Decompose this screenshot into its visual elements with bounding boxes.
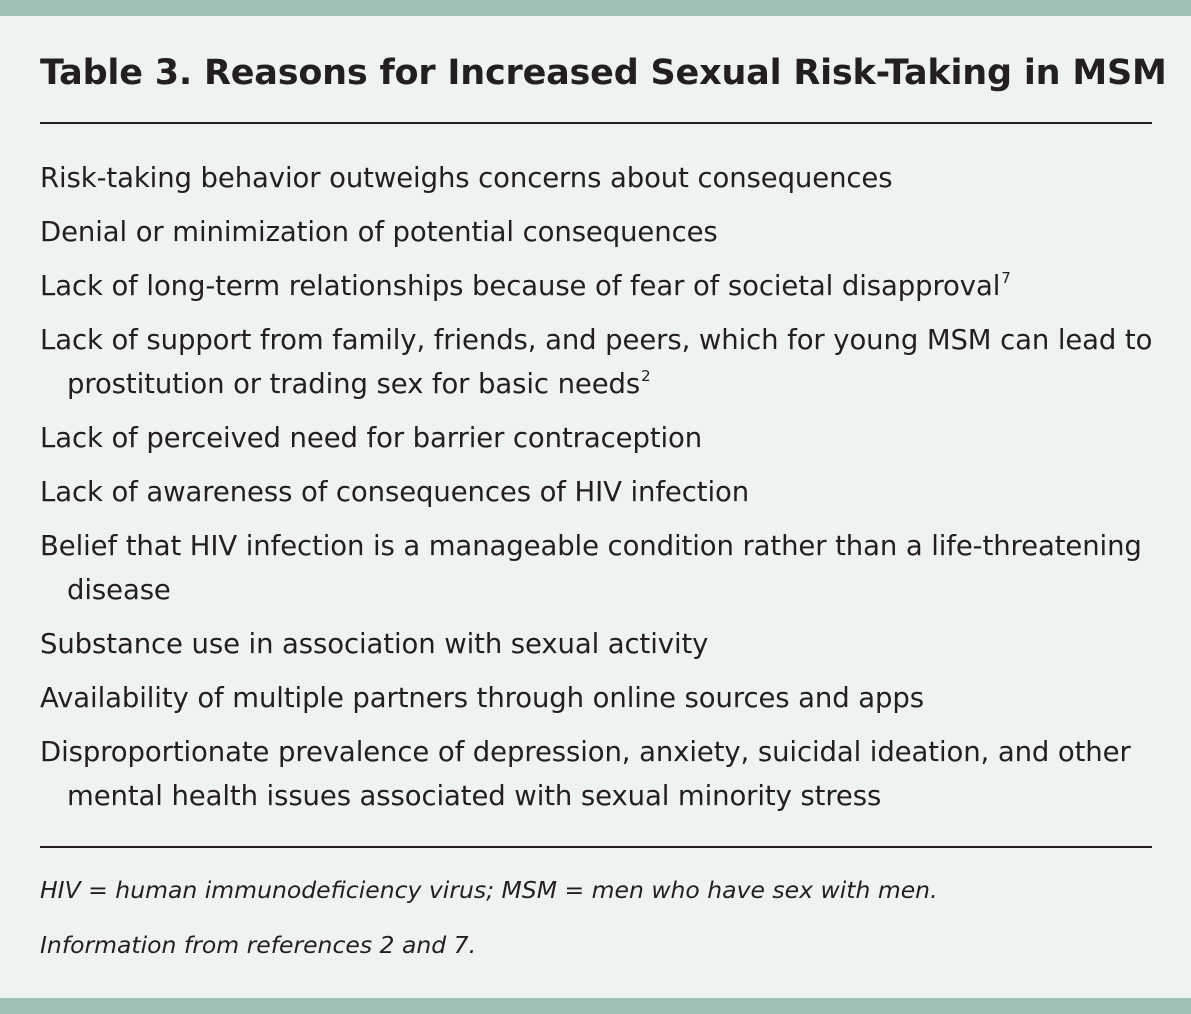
abbreviations-footnote: HIV = human immunodeficiency virus; MSM = men who have sex with men. xyxy=(40,876,938,904)
reference-superscript: 2 xyxy=(641,367,651,385)
list-item xyxy=(40,318,1160,406)
list-item xyxy=(40,622,1160,666)
item-text: Disproportionate prevalence of depression, anxiety, suicidal ideation, and other mental health issues associated with sexual minority stress xyxy=(40,736,1131,812)
table-title: Table 3. Reasons for Increased Sexual Risk-Taking in MSM xyxy=(40,53,1167,93)
list-item xyxy=(40,210,1160,254)
item-text: Lack of perceived need for barrier contraception xyxy=(40,422,703,454)
title-divider xyxy=(40,122,1152,124)
top-band xyxy=(0,0,1191,16)
list-item xyxy=(40,524,1160,612)
item-text: Availability of multiple partners through online sources and apps xyxy=(40,682,924,714)
reference-superscript: 7 xyxy=(1001,269,1011,287)
item-text: Denial or minimization of potential consequences xyxy=(40,216,718,248)
footer-divider xyxy=(40,846,1152,848)
item-text: Lack of support from family, friends, and peers, which for young MSM can lead to prostitution or trading sex for basic needs xyxy=(40,324,1153,400)
source-footnote: Information from references 2 and 7. xyxy=(40,931,477,959)
list-item xyxy=(40,156,1160,200)
item-text: Belief that HIV infection is a manageable condition rather than a life-threatening disease xyxy=(40,530,1142,606)
item-text: Lack of awareness of consequences of HIV infection xyxy=(40,476,750,508)
list-item xyxy=(40,416,1160,460)
item-text: Substance use in association with sexual activity xyxy=(40,628,709,660)
list-item xyxy=(40,264,1160,308)
reasons-list xyxy=(40,156,1160,828)
list-item xyxy=(40,676,1160,720)
item-text: Risk-taking behavior outweighs concerns about consequences xyxy=(40,162,893,194)
list-item xyxy=(40,730,1160,818)
bottom-band xyxy=(0,998,1191,1014)
list-item xyxy=(40,470,1160,514)
item-text: Lack of long-term relationships because of fear of societal disapproval xyxy=(40,270,1001,302)
